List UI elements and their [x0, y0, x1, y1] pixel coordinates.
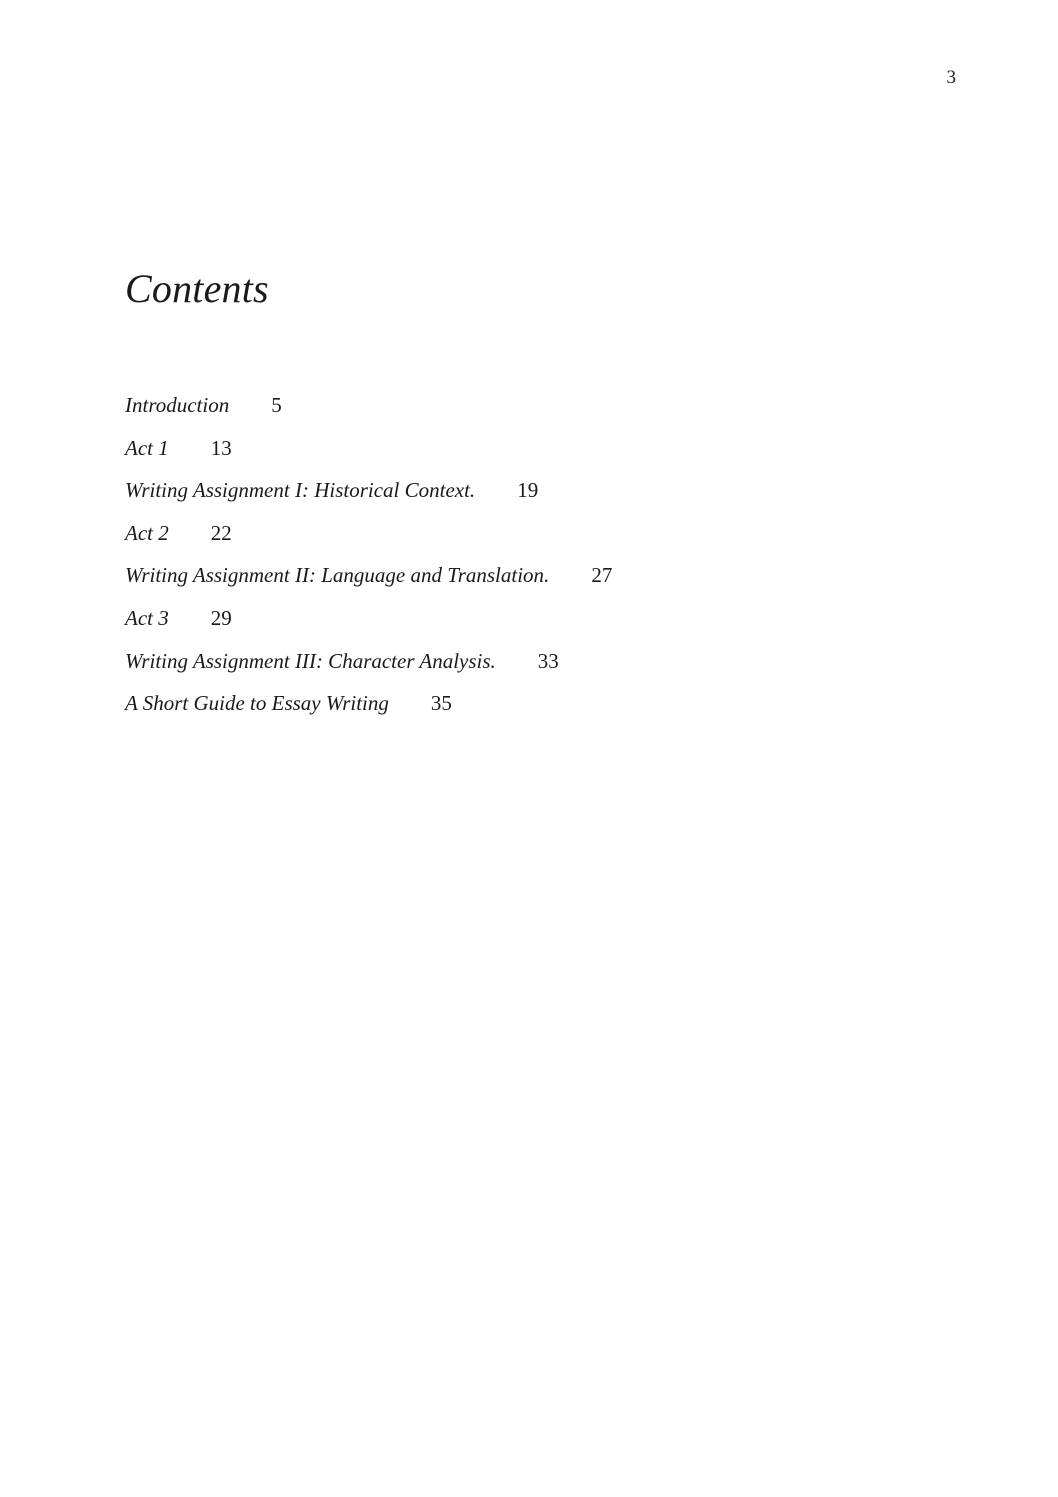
- toc-entry-page: 19: [517, 478, 539, 503]
- toc-entry-page: 29: [210, 605, 232, 630]
- toc-entry-label: Act 1: [125, 435, 169, 460]
- toc-entry-label: Act 2: [125, 520, 169, 545]
- toc-entry-label: Writing Assignment II: Language and Translation.: [125, 563, 550, 588]
- page-number: 3: [946, 67, 956, 88]
- toc-entry-introduction[interactable]: [125, 390, 612, 433]
- toc-entry-page: 5: [271, 393, 282, 417]
- toc-entry-label: Introduction: [125, 393, 230, 417]
- toc-entry-label: Writing Assignment I: Historical Context.: [125, 478, 476, 503]
- toc-entry-page: 33: [537, 648, 559, 673]
- toc-entry-page: 35: [430, 691, 452, 716]
- page-title: Contents: [125, 266, 269, 311]
- table-of-contents: [125, 390, 612, 731]
- toc-entry-act-1[interactable]: [125, 433, 612, 476]
- toc-entry-writing-assignment-1[interactable]: [125, 475, 612, 518]
- toc-entry-page: 27: [591, 563, 613, 588]
- toc-entry-act-3[interactable]: [125, 603, 612, 646]
- toc-entry-essay-guide[interactable]: [125, 688, 612, 731]
- toc-entry-act-2[interactable]: [125, 518, 612, 561]
- toc-entry-page: 22: [210, 520, 232, 545]
- toc-entry-label: Writing Assignment III: Character Analysis.: [125, 648, 496, 673]
- toc-entry-label: Act 3: [125, 605, 169, 630]
- toc-entry-writing-assignment-2[interactable]: [125, 560, 612, 603]
- toc-entry-page: 13: [210, 435, 232, 460]
- toc-entry-label: A Short Guide to Essay Writing: [125, 691, 389, 716]
- toc-entry-writing-assignment-3[interactable]: [125, 646, 612, 689]
